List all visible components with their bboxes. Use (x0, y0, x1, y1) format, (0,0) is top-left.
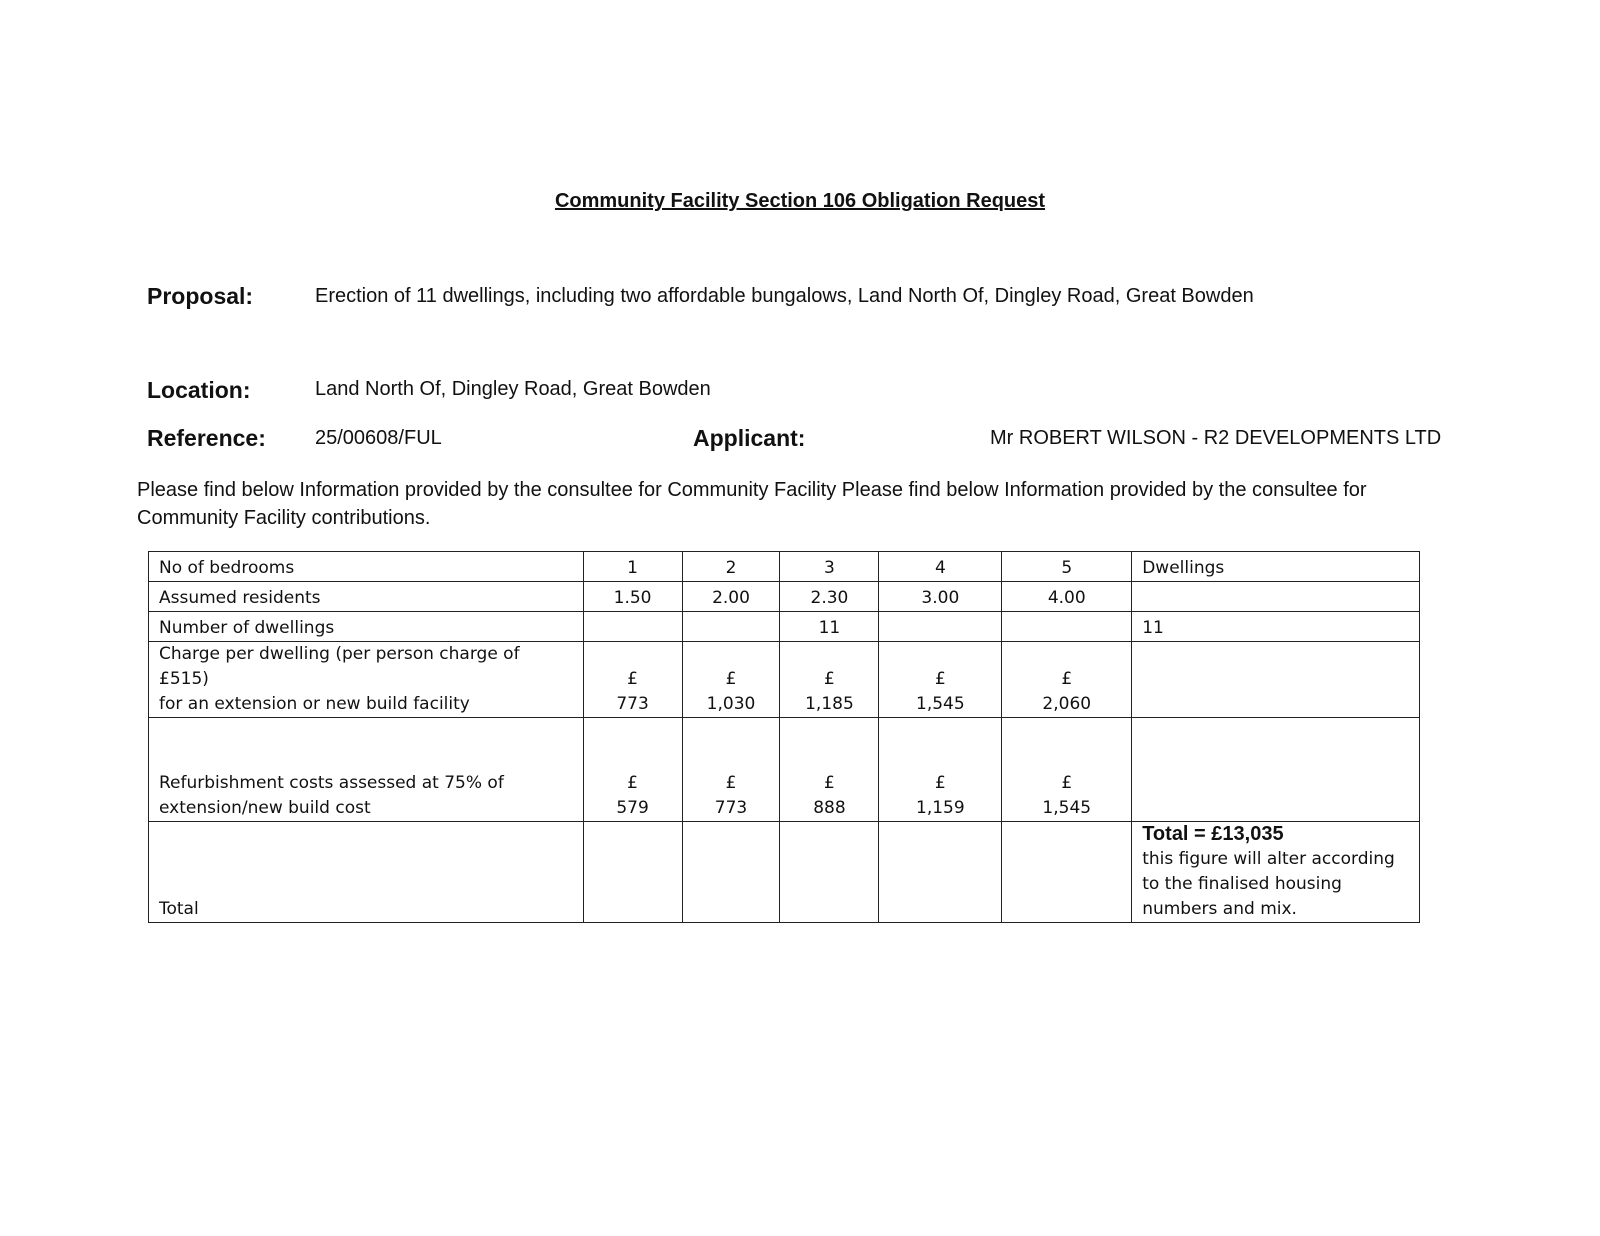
applicant-label: Applicant: (693, 425, 806, 451)
table-row-dwellings (149, 612, 1420, 642)
currency-symbol: £ (934, 669, 946, 689)
page-title: Community Facility Section 106 Obligation Request (554, 190, 1046, 212)
cell-total-1 (583, 822, 682, 923)
refurb-value: 1,545 (1042, 798, 1092, 818)
cell-dwellings-3: 11 (780, 612, 879, 642)
currency-symbol: £ (627, 669, 638, 689)
cell-refurb-3 (780, 718, 879, 822)
cell-charge-3 (780, 642, 879, 718)
table-row-charge (149, 642, 1420, 718)
total-note-line2: to the finalised housing (1142, 874, 1342, 894)
charge-label-line1: Charge per dwelling (per person charge of £515) (159, 644, 520, 689)
currency-symbol: £ (824, 773, 835, 793)
currency-symbol: £ (824, 669, 835, 689)
currency-symbol: £ (725, 669, 737, 689)
cell-residents-5: 4.00 (1002, 582, 1132, 612)
cell-dwellings-1 (583, 612, 682, 642)
cell-total-5 (1002, 822, 1132, 923)
cell-bedrooms-2: 2 (682, 552, 780, 582)
row-label (149, 718, 584, 822)
cell-residents-extra (1132, 582, 1420, 612)
charge-value: 2,060 (1042, 694, 1092, 714)
cell-charge-4 (879, 642, 1002, 718)
cell-residents-1: 1.50 (583, 582, 682, 612)
reference-label: Reference: (147, 425, 266, 451)
charge-value: 1,545 (916, 694, 965, 714)
proposal-label: Proposal: (147, 283, 254, 309)
cell-charge-5 (1002, 642, 1132, 718)
charge-value: 1,185 (805, 694, 854, 714)
table-row-residents (149, 582, 1420, 612)
table-row-total (149, 822, 1420, 923)
total-note-line1: this figure will alter according (1142, 849, 1395, 869)
currency-symbol: £ (1061, 773, 1073, 793)
total-amount: Total = £13,035 (1142, 823, 1284, 845)
cell-dwellings-4 (879, 612, 1002, 642)
cell-dwellings-5 (1002, 612, 1132, 642)
cell-residents-3: 2.30 (780, 582, 879, 612)
currency-symbol: £ (934, 773, 946, 793)
row-label: Assumed residents (149, 582, 584, 612)
cell-charge-2 (682, 642, 780, 718)
cell-charge-extra (1132, 642, 1420, 718)
row-label (149, 642, 584, 718)
charge-value: 1,030 (706, 694, 756, 714)
cell-total-2 (682, 822, 780, 923)
reference-value: 25/00608/FUL (315, 427, 442, 449)
cell-refurb-4 (879, 718, 1002, 822)
cell-dwellings-header: Dwellings (1132, 552, 1420, 582)
row-label: Number of dwellings (149, 612, 584, 642)
charge-value: 773 (616, 694, 649, 714)
proposal-value: Erection of 11 dwellings, including two affordable bungalows, Land North Of, Dingley Road, Great Bowden (315, 285, 1254, 307)
location-value: Land North Of, Dingley Road, Great Bowden (315, 378, 711, 400)
cell-dwellings-2 (682, 612, 780, 642)
intro-paragraph: Please find below Information provided by the consultee for Community Facility Please find below Information provided by the consultee for Community Facility contributions. (137, 479, 1367, 529)
row-label: No of bedrooms (149, 552, 584, 582)
cell-total-summary (1132, 822, 1420, 923)
refurb-value: 1,159 (916, 798, 965, 818)
table-row-bedrooms (149, 552, 1420, 582)
cell-total-4 (879, 822, 1002, 923)
location-label: Location: (147, 377, 251, 403)
contribution-table (148, 551, 1420, 923)
refurb-value: 579 (616, 798, 649, 818)
row-label: Total (149, 822, 584, 923)
cell-bedrooms-1: 1 (583, 552, 682, 582)
charge-label-line2: for an extension or new build facility (159, 694, 470, 714)
cell-dwellings-total: 11 (1132, 612, 1420, 642)
cell-charge-1 (583, 642, 682, 718)
refurb-label-line1: Refurbishment costs assessed at 75% of (159, 773, 504, 793)
cell-refurb-1 (583, 718, 682, 822)
applicant-value: Mr ROBERT WILSON - R2 DEVELOPMENTS LTD (990, 427, 1442, 449)
cell-bedrooms-3: 3 (780, 552, 879, 582)
cell-residents-2: 2.00 (682, 582, 780, 612)
currency-symbol: £ (725, 773, 737, 793)
refurb-label-line2: extension/new build cost (159, 798, 371, 818)
cell-refurb-2 (682, 718, 780, 822)
cell-refurb-extra (1132, 718, 1420, 822)
total-note-line3: numbers and mix. (1142, 899, 1297, 919)
cell-bedrooms-4: 4 (879, 552, 1002, 582)
currency-symbol: £ (627, 773, 638, 793)
table-row-refurb (149, 718, 1420, 822)
refurb-value: 773 (714, 798, 748, 818)
cell-residents-4: 3.00 (879, 582, 1002, 612)
cell-total-3 (780, 822, 879, 923)
refurb-value: 888 (813, 798, 846, 818)
cell-bedrooms-5: 5 (1002, 552, 1132, 582)
currency-symbol: £ (1061, 669, 1073, 689)
cell-refurb-5 (1002, 718, 1132, 822)
